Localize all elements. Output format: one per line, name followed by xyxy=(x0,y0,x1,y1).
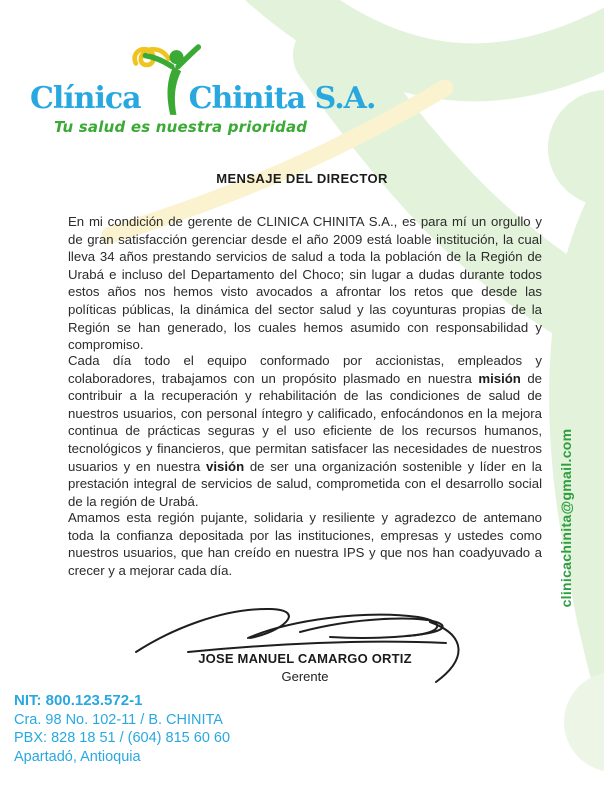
footer-address: Cra. 98 No. 102-11 / B. CHINITA xyxy=(14,711,223,728)
footer-pbx: PBX: 828 18 51 / (604) 815 60 60 xyxy=(14,730,231,746)
signatory-name: JOSE MANUEL CAMARGO ORTIZ xyxy=(198,651,412,666)
contact-email-vertical: clinicachinita@gmail.com xyxy=(558,428,574,608)
footer-city: Apartadó, Antioquia xyxy=(14,748,141,765)
logo-wordmark-part2: Chinita S.A. xyxy=(188,81,376,116)
mision-keyword: misión xyxy=(478,370,521,386)
logo-wordmark-part1: Clínica xyxy=(30,81,141,116)
paragraph-2 xyxy=(68,352,542,510)
paragraph-2-text-b: de contribuir a la recuperación y rehabilitación de las condiciones de salud de nuestros usuarios, con personal íntegro y calificado, enfocándonos en la mejora continua de prácticas seguras y el uso eficiente de los recursos humanos, tecnológicos y financieros, que permitan satisfacer las necesidades de nuestros usuarios y en nuestra xyxy=(68,370,542,474)
logo-tagline: Tu salud es nuestra prioridad xyxy=(54,118,308,136)
paragraph-2-text-c: de ser una organización sostenible y líder en la prestación integral de servicios de salud, comprometida con el desarrollo social de la región de Urabá. xyxy=(68,458,542,509)
paragraph-2-text-a: Cada día todo el equipo conformado por accionistas, empleados y colaboradores, trabajamos con un propósito plasmado en nuestra xyxy=(68,353,542,386)
clinic-logo xyxy=(30,40,376,136)
paragraph-1: En mi condición de gerente de CLINICA CHINITA S.A., es para mí un orgullo y de gran satisfacción gerenciar desde el año 2009 está loable institución, la cual lleva 34 años prestando servicios de salud a toda la población de la Región de Urabá e incluso del Departamento del Choco; sin lugar a dudas durante todos estos años nos hemos visto avocados a afrontar los retos que desde las políticas públicas, la dinámica del sector salud y las coyunturas propias de la Región se han generado, los cuales hemos asumido con responsabilidad y compromiso. xyxy=(68,214,542,353)
paragraph-3: Amamos esta región pujante, solidaria y resiliente y agradezco de antemano toda la confianza depositada por las instituciones, empresas y ustedes como nuestros usuarios, que han creído en nuestra IPS y que nos han coadyuvado a crecer y a mejorar cada día. xyxy=(68,510,542,578)
vision-keyword: visión xyxy=(206,458,245,474)
letterhead-footer xyxy=(14,692,230,766)
footer-nit: NIT: 800.123.572-1 xyxy=(14,692,143,709)
page-title: MENSAJE DEL DIRECTOR xyxy=(216,171,388,186)
signatory-role: Gerente xyxy=(281,669,329,684)
